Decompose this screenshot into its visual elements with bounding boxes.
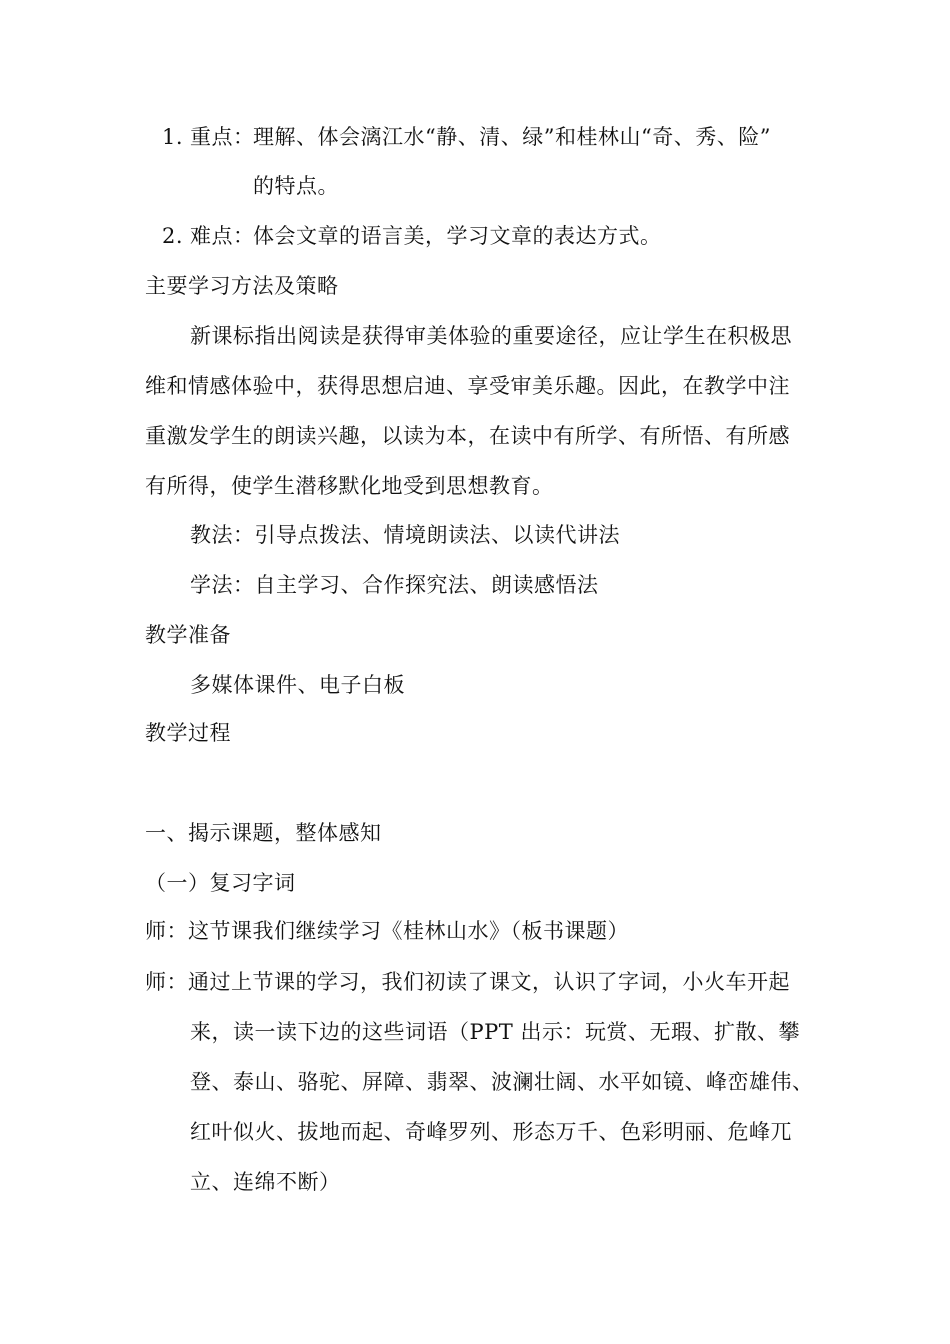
process-heading: 教学过程 [145, 721, 231, 745]
key-point-label: 重点： [190, 125, 255, 149]
key-point-text: 理解、体会漓江水“静、清、绿”和桂林山“奇、秀、险” [253, 125, 771, 149]
teacher-line-continued: 红叶似火、拔地而起、奇峰罗列、形态万千、色彩明丽、危峰兀 [190, 1120, 792, 1144]
teaching-methods: 教法：引导点拨法、情境朗读法、以读代讲法 [190, 523, 620, 547]
difficulty-text: 体会文章的语言美，学习文章的表达方式。 [253, 224, 662, 248]
difficulty-label: 难点： [190, 224, 255, 248]
teacher-line: 师：通过上节课的学习，我们初读了课文，认识了字词，小火车开起 [145, 970, 790, 994]
list-number: 1. [162, 125, 184, 149]
methods-paragraph-line: 新课标指出阅读是获得审美体验的重要途径，应让学生在积极思 [190, 324, 792, 348]
methods-heading: 主要学习方法及策略 [145, 274, 339, 298]
prep-text: 多媒体课件、电子白板 [190, 673, 405, 697]
methods-paragraph-line: 维和情感体验中，获得思想启迪、享受审美乐趣。因此，在教学中注 [145, 374, 790, 398]
methods-paragraph-line: 有所得，使学生潜移默化地受到思想教育。 [145, 474, 554, 498]
section-heading: 一、揭示课题，整体感知 [145, 821, 382, 845]
key-point-text-continued: 的特点。 [253, 174, 339, 198]
teacher-line-continued: 登、泰山、骆驼、屏障、翡翠、波澜壮阔、水平如镜、峰峦雄伟、 [190, 1070, 814, 1094]
prep-heading: 教学准备 [145, 623, 231, 647]
teacher-line-continued: 来，读一读下边的这些词语（PPT 出示：玩赏、无瑕、扩散、攀 [190, 1020, 800, 1044]
learning-methods: 学法：自主学习、合作探究法、朗读感悟法 [190, 573, 599, 597]
subsection-heading: （一）复习字词 [145, 871, 296, 895]
teacher-line: 师：这节课我们继续学习《桂林山水》（板书课题） [145, 919, 629, 943]
teacher-line-continued: 立、连绵不断） [190, 1170, 341, 1194]
methods-paragraph-line: 重激发学生的朗读兴趣，以读为本，在读中有所学、有所悟、有所感 [145, 424, 790, 448]
list-number: 2. [162, 224, 184, 248]
